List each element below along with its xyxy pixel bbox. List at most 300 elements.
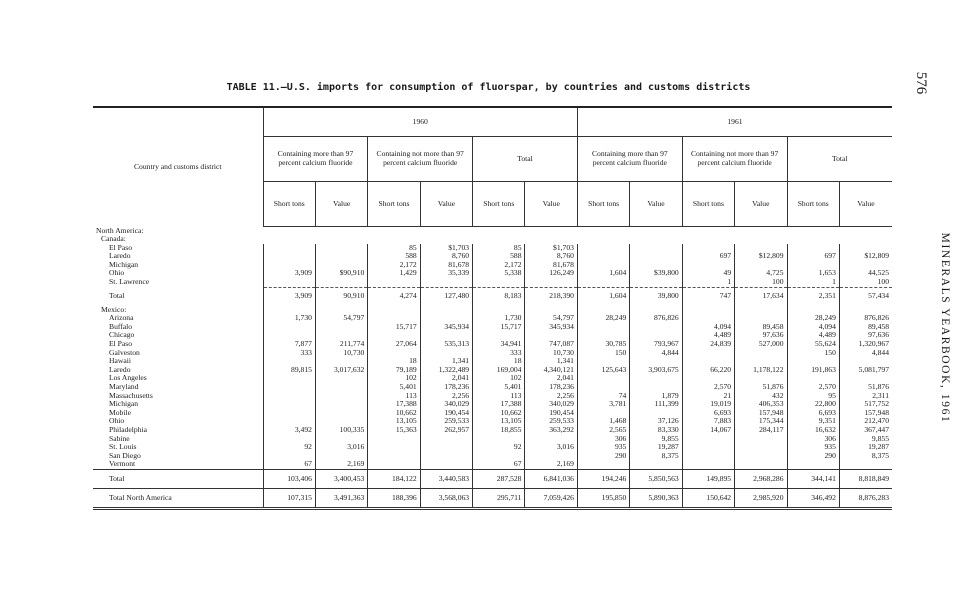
table-cell: 5,401 [473,383,525,392]
table-cell: 2,041 [420,374,472,383]
year-header-1961: 1961 [577,107,892,137]
table-cell: 793,967 [630,340,682,349]
table-cell: 5,401 [368,383,420,392]
table-cell: 2,256 [525,392,577,401]
table-cell: 39,800 [630,287,682,306]
table-cell: 290 [787,452,839,461]
table-cell: 2,351 [787,287,839,306]
table-cell: 7,059,426 [525,488,577,508]
stub-header: Country and customs district [93,107,263,227]
table-cell: 3,492 [263,426,315,435]
table-cell: 8,760 [420,252,472,261]
table-cell: 259,533 [525,417,577,426]
table-cell: 27,064 [368,340,420,349]
table-cell: 8,375 [839,452,892,461]
table-cell [577,460,629,469]
table-cell: 8,760 [525,252,577,261]
table-cell: 2,256 [420,392,472,401]
table-cell: 13,105 [473,417,525,426]
table-title: TABLE 11.—U.S. imports for consumption of fluorspar, by countries and customs districts [226,82,751,93]
table-row [93,278,892,287]
row-label: Mobile [109,407,131,417]
row-label: St. Louis [109,442,137,452]
table-cell [315,383,367,392]
table-row [93,426,892,435]
table-cell: 100 [735,278,787,287]
table-cell: 5,850,563 [630,469,682,488]
table-cell: 149,895 [682,469,734,488]
table-cell: 212,470 [839,417,892,426]
table-cell: 7,883 [682,417,734,426]
table-cell: 3,440,583 [420,469,472,488]
table-cell [630,278,682,287]
table-cell [682,452,734,461]
table-cell: 3,909 [263,269,315,278]
table-cell: 157,948 [839,409,892,418]
table-cell: 6,693 [682,409,734,418]
table-cell: 19,287 [839,443,892,452]
table-cell: 92 [473,443,525,452]
unit-header-short-tons: Short tons [787,182,839,227]
table-cell: 89,458 [839,323,892,332]
table-cell [315,392,367,401]
table-cell: 97,636 [839,331,892,340]
unit-header-short-tons: Short tons [263,182,315,227]
table-cell: 102 [473,374,525,383]
table-cell: 1,322,489 [420,366,472,375]
table-cell [263,323,315,332]
table-cell: 306 [787,435,839,444]
row-label: Laredo [109,251,131,261]
row-label: El Paso [109,242,132,252]
table-cell: 89,815 [263,366,315,375]
table-row [93,340,892,349]
section-canada: Canada: [101,234,126,244]
table-cell: 54,797 [525,314,577,323]
unit-header-value: Value [525,182,577,227]
table-cell [577,252,629,261]
table-cell [368,443,420,452]
row-label: Galveston [109,347,140,357]
table-cell [420,460,472,469]
table-cell: $90,910 [315,269,367,278]
table-cell: 9,855 [839,435,892,444]
table-cell: 3,568,063 [420,488,472,508]
table-cell: 295,711 [473,488,525,508]
table-cell: 17,388 [473,400,525,409]
table-cell: 190,454 [525,409,577,418]
running-head: MINERALS YEARBOOK, 1961 [939,232,951,424]
table-cell: 9,351 [787,417,839,426]
table-cell: 18 [473,357,525,366]
table-cell: 340,029 [420,400,472,409]
table-cell: 2,041 [525,374,577,383]
row-label: Vermont [109,459,136,469]
table-cell: 697 [787,252,839,261]
table-cell: 13,105 [368,417,420,426]
table-cell [577,244,629,253]
table-cell: 3,016 [315,443,367,452]
table-cell: 8,183 [473,287,525,306]
table-cell: 92 [263,443,315,452]
row-label: San Diego [109,450,141,460]
table-cell [368,452,420,461]
table-cell: 66,220 [682,366,734,375]
table-cell: 340,029 [525,400,577,409]
table-cell: 747,087 [525,340,577,349]
table-cell [315,323,367,332]
table-cell: 54,797 [315,314,367,323]
row-label: Philadelphia [109,424,147,434]
table-cell: 287,528 [473,469,525,488]
section-north-america: North America: [96,225,144,235]
table-cell: 184,122 [368,469,420,488]
table-cell: 3,400,453 [315,469,367,488]
table-cell: 1,879 [630,392,682,401]
table-cell: 10,662 [473,409,525,418]
table-cell [263,244,315,253]
table-cell: 57,434 [839,287,892,306]
table-row [93,452,892,461]
table-cell: 10,730 [525,349,577,358]
table-cell: 3,781 [577,400,629,409]
table-cell [630,374,682,383]
table-cell: 2,570 [682,383,734,392]
table-cell: $12,809 [839,252,892,261]
unit-header-short-tons: Short tons [682,182,734,227]
table-cell: 527,000 [735,340,787,349]
table-cell: 14,067 [682,426,734,435]
table-cell: 588 [368,252,420,261]
table-cell: 2,570 [787,383,839,392]
table-cell: 67 [473,460,525,469]
table-row [93,443,892,452]
table-cell: 1,429 [368,269,420,278]
table-cell: 8,876,283 [839,488,892,508]
table-cell: 333 [473,349,525,358]
table-cell: 1,730 [263,314,315,323]
table-cell: 4,844 [630,349,682,358]
table-cell [682,443,734,452]
table-cell: $1,703 [420,244,472,253]
table-cell: 4,725 [735,269,787,278]
table-cell: 3,017,632 [315,366,367,375]
table-cell [315,374,367,383]
table-cell [368,278,420,287]
table-cell: 97,636 [735,331,787,340]
group-header-more-1960: Containing more than 97 percent calcium fluoride [263,137,368,182]
table-row [93,349,892,358]
table-cell: 2,172 [368,261,420,270]
table-cell: 35,339 [420,269,472,278]
table-cell: 3,016 [525,443,577,452]
table-cell: 194,246 [577,469,629,488]
table-cell [315,400,367,409]
table-cell: 188,396 [368,488,420,508]
table-cell [630,460,682,469]
table-cell: 4,844 [839,349,892,358]
table-cell: 4,094 [682,323,734,332]
table-cell: 10,662 [368,409,420,418]
section-mexico: Mexico: [101,304,127,314]
group-header-total-1961: Total [787,137,892,182]
table-cell: 333 [263,349,315,358]
table-cell: 67 [263,460,315,469]
table-cell [682,460,734,469]
table-cell: 2,172 [473,261,525,270]
unit-header-value: Value [630,182,682,227]
table-cell: $1,703 [525,244,577,253]
table-cell: 17,634 [735,287,787,306]
table-cell: 150 [577,349,629,358]
unit-header-short-tons: Short tons [473,182,525,227]
table-cell: 178,236 [420,383,472,392]
table-cell: 344,141 [787,469,839,488]
table-cell: 1,468 [577,417,629,426]
table-cell [263,400,315,409]
table-cell: 28,249 [787,314,839,323]
table-cell [368,435,420,444]
table-cell [263,252,315,261]
table-cell: $39,800 [630,269,682,278]
row-label: Total [109,291,125,301]
table-cell: 8,375 [630,452,682,461]
table-cell: 17,388 [368,400,420,409]
table-cell: 306 [577,435,629,444]
table-cell: 697 [682,252,734,261]
table-cell [630,323,682,332]
table-cell: 169,004 [473,366,525,375]
table-cell: 34,941 [473,340,525,349]
row-label: Ohio [109,416,125,426]
table-cell [420,452,472,461]
canada-total-row [93,287,892,306]
table-cell [682,435,734,444]
table-cell [263,392,315,401]
row-label: St. Lawrence [109,277,150,287]
table-cell: 747 [682,287,734,306]
table-cell [735,460,787,469]
table-cell: 1 [787,278,839,287]
table-cell [735,443,787,452]
table-cell: 19,287 [630,443,682,452]
table-cell: 85 [368,244,420,253]
table-cell [473,278,525,287]
table-cell [315,409,367,418]
table-cell: 19,019 [682,400,734,409]
table-cell: 4,094 [787,323,839,332]
table-cell [263,374,315,383]
row-label: Massachusetts [109,390,153,400]
table-cell [420,443,472,452]
table-cell: 195,850 [577,488,629,508]
table-cell [263,383,315,392]
table-cell: 2,565 [577,426,629,435]
table-cell: 2,169 [525,460,577,469]
table-cell [315,244,367,253]
table-cell [420,278,472,287]
table-cell: 517,752 [839,400,892,409]
table-cell: 24,839 [682,340,734,349]
table-cell: 113 [368,392,420,401]
table-row [93,252,892,261]
table-cell: 79,189 [368,366,420,375]
table-cell: 4,489 [682,331,734,340]
mexico-total-row [93,469,892,488]
table-cell: 3,903,675 [630,366,682,375]
table-cell: 588 [473,252,525,261]
table-cell: 262,957 [420,426,472,435]
table-cell: 5,890,363 [630,488,682,508]
table-cell [263,278,315,287]
table-cell: 6,693 [787,409,839,418]
table-cell: 535,313 [420,340,472,349]
row-label: Hawaii [109,356,131,366]
table-cell: 95 [787,392,839,401]
table-cell: 190,454 [420,409,472,418]
row-label: Laredo [109,364,131,374]
table-cell: 1,730 [473,314,525,323]
table-cell: 6,841,036 [525,469,577,488]
page-number: 576 [913,71,929,95]
table-cell: 55,624 [787,340,839,349]
imports-table [93,106,892,510]
row-label: Michigan [109,259,139,269]
year-header-1960: 1960 [263,107,577,137]
table-cell: 211,774 [315,340,367,349]
table-cell: 1,653 [787,269,839,278]
table-cell: 1,604 [577,269,629,278]
table-cell: 175,344 [735,417,787,426]
table-cell: 81,678 [420,261,472,270]
table-cell: 49 [682,269,734,278]
table-cell: 126,249 [525,269,577,278]
table-cell: 150,642 [682,488,734,508]
table-cell: 127,480 [420,287,472,306]
table-cell: 89,458 [735,323,787,332]
row-label: Chicago [109,330,135,340]
table-cell: 2,985,920 [735,488,787,508]
table-cell [577,323,629,332]
table-cell [577,374,629,383]
table-cell: 5,081,797 [839,366,892,375]
table-cell [735,435,787,444]
table-cell: 15,717 [368,323,420,332]
unit-header-value: Value [420,182,472,227]
table-cell: 935 [787,443,839,452]
table-cell [682,349,734,358]
row-label: Maryland [109,382,139,391]
row-label: Arizona [109,313,134,323]
table-cell: 363,292 [525,426,577,435]
table-cell: 83,330 [630,426,682,435]
table-cell [577,278,629,287]
table-cell: 81,678 [525,261,577,270]
table-cell: 7,877 [263,340,315,349]
table-cell: 4,274 [368,287,420,306]
table-row [93,460,892,469]
table-cell: 37,126 [630,417,682,426]
table-cell: 1,320,967 [839,340,892,349]
table-cell: 102 [368,374,420,383]
table-cell: 284,117 [735,426,787,435]
table-cell: 15,363 [368,426,420,435]
table-cell: 30,785 [577,340,629,349]
table-cell: 346,492 [787,488,839,508]
row-label: Ohio [109,268,125,278]
table-cell [735,349,787,358]
table-cell: 406,353 [735,400,787,409]
table-cell: 90,910 [315,287,367,306]
table-cell: 22,800 [787,400,839,409]
north-america-total-row [93,488,892,508]
unit-header-short-tons: Short tons [577,182,629,227]
table-cell: 876,826 [630,314,682,323]
table-row [93,366,892,375]
table-cell: 125,643 [577,366,629,375]
row-label: Los Angeles [109,373,147,383]
table-cell: 935 [577,443,629,452]
table-cell [420,435,472,444]
table-cell: 5,338 [473,269,525,278]
table-cell: 100,335 [315,426,367,435]
table-cell [787,460,839,469]
table-cell: 107,315 [263,488,315,508]
table-cell: 1,341 [525,357,577,366]
row-label: Michigan [109,399,139,409]
table-cell: 3,909 [263,287,315,306]
unit-header-value: Value [315,182,367,227]
table-cell [630,244,682,253]
table-cell: 4,340,121 [525,366,577,375]
table-cell: 9,855 [630,435,682,444]
table-cell: 259,533 [420,417,472,426]
table-cell: 15,717 [473,323,525,332]
table-cell [263,409,315,418]
group-header-notmore-1960: Containing not more than 97 percent calcium fluoride [368,137,473,182]
table-cell [839,460,892,469]
table-cell: 1,178,122 [735,366,787,375]
table-cell [315,252,367,261]
table-cell: 345,934 [420,323,472,332]
unit-header-value: Value [735,182,787,227]
table-cell: 74 [577,392,629,401]
table-cell: $12,809 [735,252,787,261]
table-cell: 432 [735,392,787,401]
table-cell: 4,489 [787,331,839,340]
table-cell: 3,491,363 [315,488,367,508]
table-cell: 103,406 [263,469,315,488]
table-cell: 111,399 [630,400,682,409]
table-cell: 100 [839,278,892,287]
table-cell: 1,341 [420,357,472,366]
table-row [93,435,892,444]
table-cell: 178,236 [525,383,577,392]
row-label: Sabine [109,433,130,443]
table-cell: 1,604 [577,287,629,306]
table-cell: 113 [473,392,525,401]
group-header-total-1960: Total [473,137,578,182]
table-cell [525,278,577,287]
table-cell: 876,826 [839,314,892,323]
table-cell: 16,632 [787,426,839,435]
table-cell: 191,863 [787,366,839,375]
unit-header-value: Value [839,182,892,227]
table-cell: 367,447 [839,426,892,435]
group-header-more-1961: Containing more than 97 percent calcium fluoride [577,137,682,182]
table-cell: 51,876 [735,383,787,392]
table-cell: 28,249 [577,314,629,323]
